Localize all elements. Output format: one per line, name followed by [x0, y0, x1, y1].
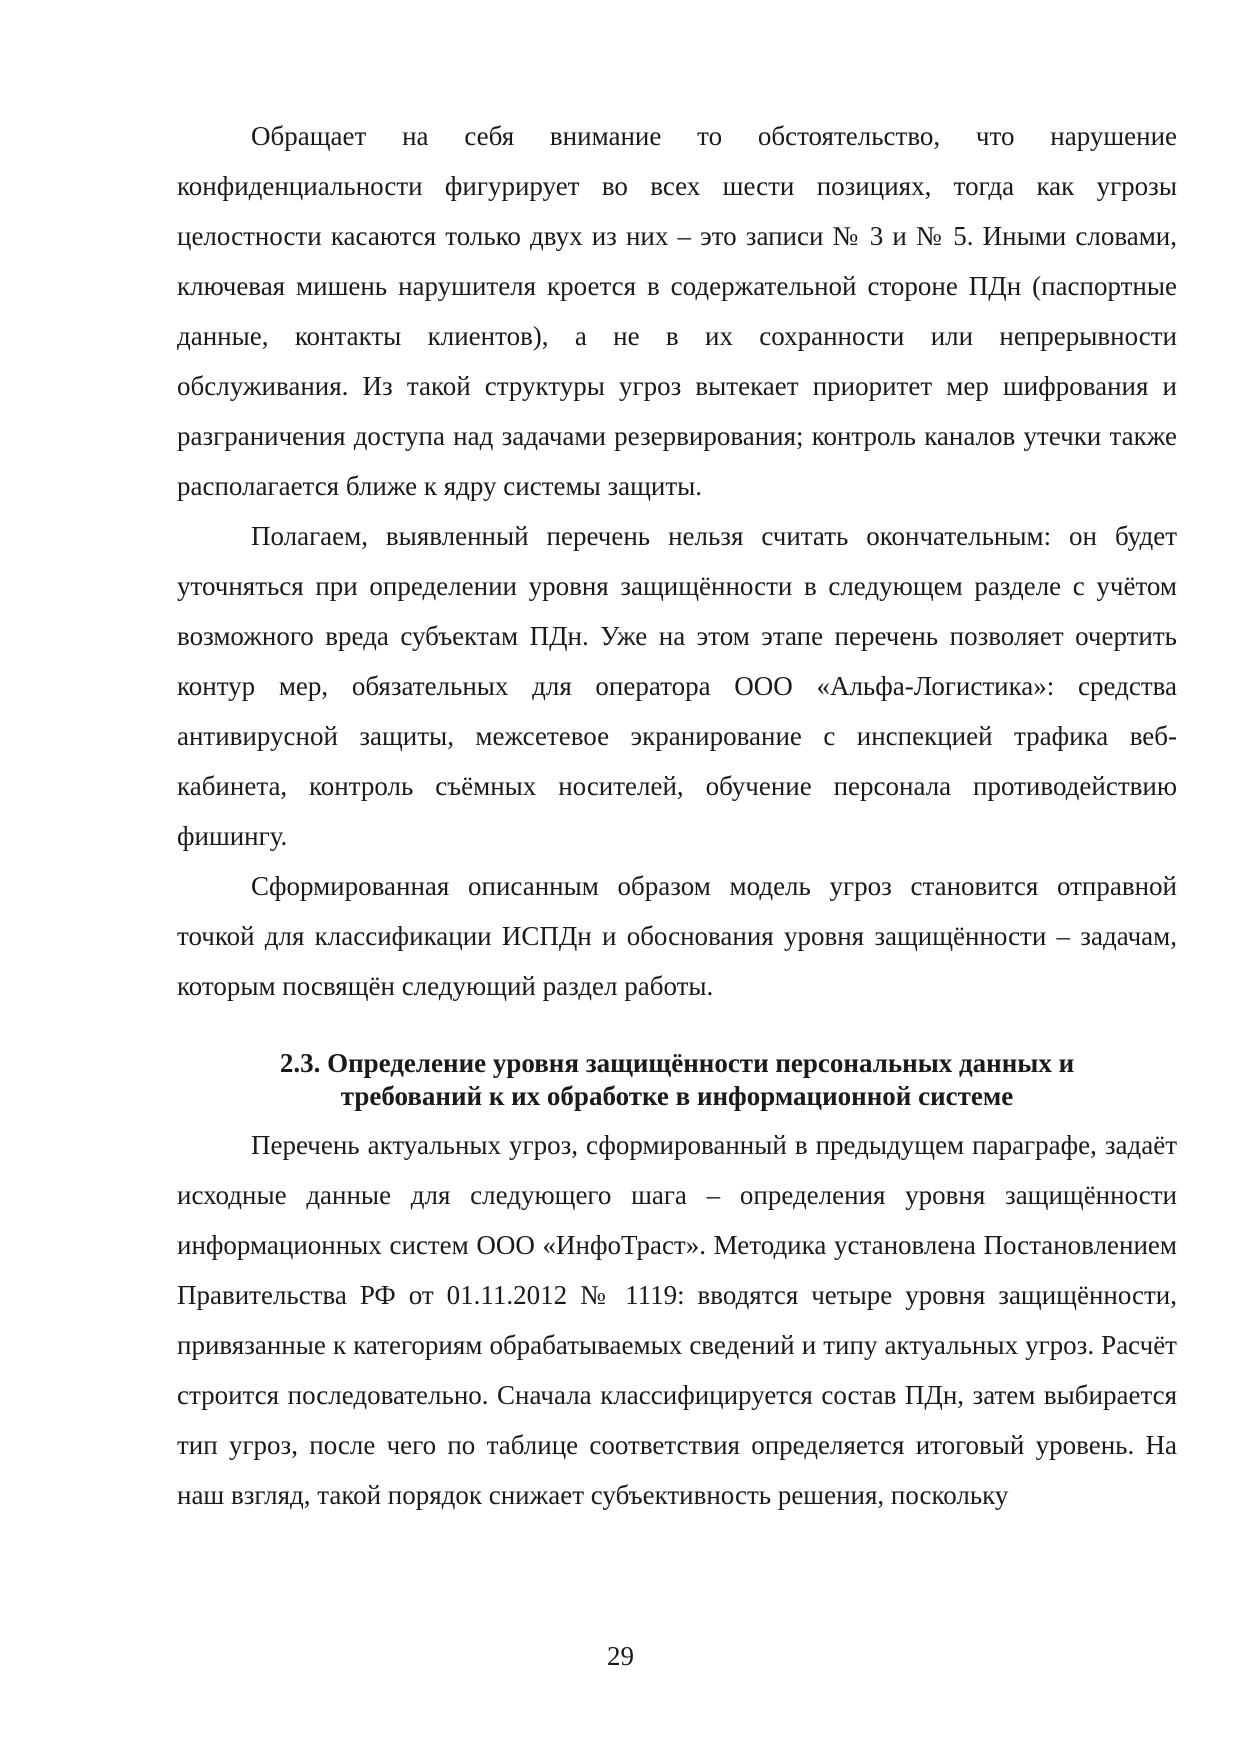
- body-text-upper: [177, 111, 1177, 1011]
- paragraph: Полагаем, выявленный перечень нельзя считать окончательным: он будет уточняться при определении уровня защищённости в следующем разделе с учётом возможного вреда субъектам ПДн. Уже на этом этапе перечень позволяет очертить контур мер, обязательных для оператора ООО «Альфа-Логистика»: средства антивирусной защиты, межсетевое экранирование с инспекцией трафика веб-кабинета, контроль съёмных носителей, обучение персонала противодействию фишингу.: [177, 521, 1177, 851]
- section-heading-line: 2.3. Определение уровня защищённости персональных данных и: [279, 1048, 1075, 1078]
- paragraph: Обращает на себя внимание то обстоятельство, что нарушение конфиденциальности фигурирует во всех шести позициях, тогда как угрозы целостности касаются только двух из них – это записи № 3 и № 5. Иными словами, ключевая мишень нарушителя кроется в содержательной стороне ПДн (паспортные данные, контакты клиентов), а не в их сохранности или непрерывности обслуживания. Из такой структуры угроз вытекает приоритет мер шифрования и разграничения доступа над задачами резервирования; контроль каналов утечки также располагается ближе к ядру системы защиты.: [177, 121, 1177, 501]
- body-text-lower: [177, 1120, 1177, 1520]
- section-heading: [177, 1047, 1177, 1113]
- paragraph: Сформированная описанным образом модель угроз становится отправной точкой для классификации ИСПДн и обоснования уровня защищённости – задачам, которым посвящён следующий раздел работы.: [177, 871, 1177, 1001]
- page-number: 29: [607, 1641, 634, 1671]
- paragraph: Перечень актуальных угроз, сформированный в предыдущем параграфе, задаёт исходные данные для следующего шага – определения уровня защищённости информационных систем ООО «ИнфоТраст». Методика установлена Постановлением Правительства РФ от 01.11.2012 № 1119: вводятся четыре уровня защищённости, привязанные к категориям обрабатываемых сведений и типу актуальных угроз. Расчёт строится последовательно. Сначала классифицируется состав ПДн, затем выбирается тип угроз, после чего по таблице соответствия определяется итоговый уровень. На наш взгляд, такой порядок снижает субъективность решения, поскольку: [177, 1130, 1177, 1510]
- section-heading-line: требований к их обработке в информационной системе: [340, 1081, 1014, 1111]
